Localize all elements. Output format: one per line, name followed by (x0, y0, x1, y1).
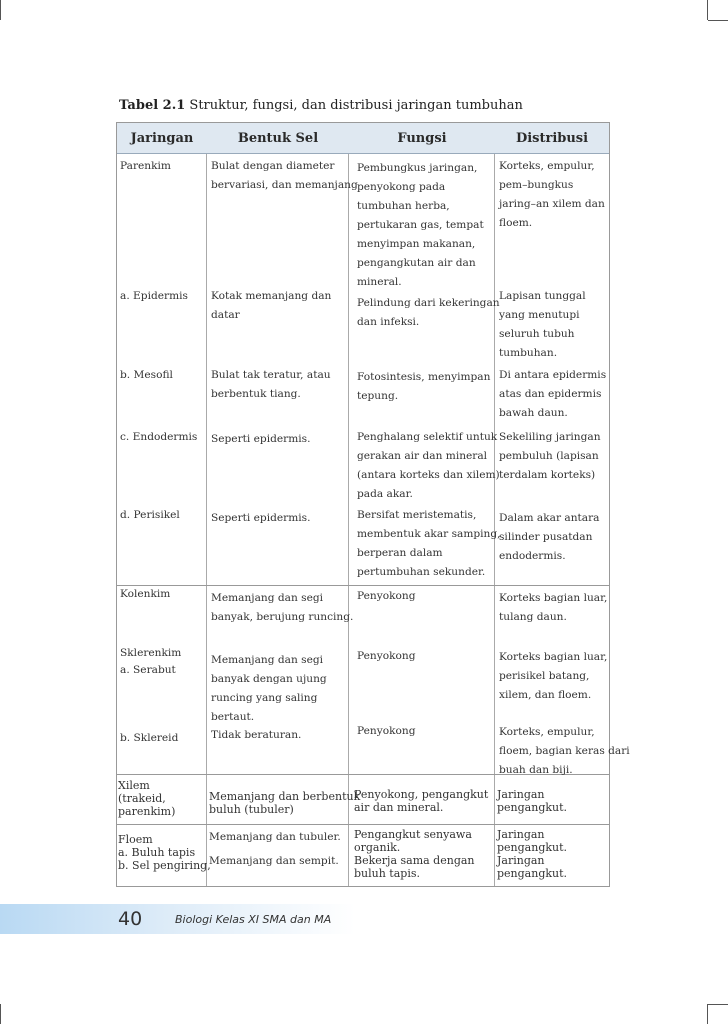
cell-floem-jaringan (118, 833, 211, 872)
cell-line: yang menutupi (499, 309, 580, 321)
cell-line: bawah daun. (499, 407, 568, 419)
cell-line: b. Mesofil (120, 369, 173, 381)
cell-floem-bentuk (209, 825, 341, 873)
cell-line: Penyokong (357, 650, 416, 662)
crop-mark (708, 1004, 728, 1005)
tissue-table (116, 122, 630, 887)
cell-line: Seperti epidermis. (211, 433, 311, 445)
cell-line: pertumbuhan sekunder. (357, 566, 486, 578)
column-divider (206, 154, 207, 886)
cell-endodermis-fungsi (357, 428, 500, 504)
cell-sklereid-distribusi (499, 723, 630, 780)
cell-line: Xilem (118, 779, 150, 792)
page-number: 40 (118, 908, 143, 930)
cell-line: Memanjang dan sempit. (209, 855, 339, 867)
cell-line: banyak, berujung runcing. (211, 611, 354, 623)
cell-line: pembuluh (lapisan (499, 450, 599, 462)
cell-line: terdalam korteks) (499, 469, 596, 481)
cell-line: a. Buluh tapis (118, 846, 196, 859)
cell-perisikel-fungsi (357, 506, 501, 582)
cell-line: c. Endodermis (120, 431, 198, 443)
cell-line: Bulat tak teratur, atau (211, 369, 331, 381)
cell-serabut-fungsi (357, 647, 416, 666)
cell-xilem-distribusi (497, 788, 567, 814)
cell-line: silinder pusatdan (499, 531, 593, 543)
crop-mark (708, 20, 728, 21)
cell-line: Pelindung dari kekeringan (357, 297, 500, 309)
cell-line: Sekeliling jaringan (499, 431, 601, 443)
cell-line: d. Perisikel (120, 509, 180, 521)
cell-line: Jaringan (497, 854, 545, 867)
row-divider (117, 824, 609, 825)
cell-line: Bulat dengan diameter (211, 160, 335, 172)
cell-sklereid-bentuk (211, 726, 301, 745)
cell-mesofil-bentuk (211, 366, 331, 404)
header-fungsi: Fungsi (397, 131, 447, 146)
cell-line: Di antara epidermis (499, 369, 607, 381)
cell-line: penyokong pada (357, 181, 446, 193)
column-divider (348, 154, 349, 886)
cell-line: membentuk akar samping, (357, 528, 501, 540)
cell-perisikel-jaringan (120, 506, 180, 525)
cell-line: Fotosintesis, menyimpan (357, 371, 491, 383)
cell-line: Penyokong, pengangkut (354, 788, 489, 801)
cell-line: Penyokong (357, 725, 416, 737)
cell-epidermis-jaringan (120, 287, 188, 306)
cell-line: pada akar. (357, 488, 413, 500)
crop-mark (707, 0, 708, 20)
cell-line: Jaringan (497, 828, 545, 841)
cell-line: endodermis. (499, 550, 566, 562)
cell-line: tumbuhan. (499, 347, 558, 359)
table-caption-label: Tabel 2.1 (119, 98, 186, 113)
cell-line: dan infeksi. (357, 316, 420, 328)
cell-sklereid-fungsi (357, 722, 416, 741)
cell-line: buluh tapis. (354, 867, 420, 880)
cell-line: seluruh tubuh (499, 328, 575, 340)
cell-mesofil-distribusi (499, 366, 606, 423)
cell-serabut-distribusi (499, 648, 607, 705)
cell-line: tepung. (357, 390, 399, 402)
cell-line: atas dan epidermis (499, 388, 602, 400)
cell-line: menyimpan makanan, (357, 238, 476, 250)
cell-line: bervariasi, dan memanjang (211, 179, 358, 191)
cell-line: (trakeid, (118, 792, 166, 805)
cell-line: Korteks bagian luar, (499, 592, 608, 604)
cell-perisikel-distribusi (499, 509, 600, 566)
table-caption (119, 98, 639, 114)
cell-epidermis-distribusi (499, 287, 586, 363)
cell-xilem-fungsi (354, 788, 488, 814)
cell-line: tumbuhan herba, (357, 200, 450, 212)
cell-sklereid-jaringan (120, 729, 178, 748)
cell-epidermis-fungsi (357, 294, 500, 332)
cell-xilem-jaringan (118, 779, 175, 818)
cell-line: Bersifat meristematis, (357, 509, 477, 521)
cell-kolenkim-fungsi (357, 587, 416, 606)
cell-line: Memanjang dan tubuler. (209, 831, 341, 843)
cell-line: Floem (118, 833, 153, 846)
cell-line: Parenkim (120, 160, 171, 172)
cell-line: Pembungkus jaringan, (357, 162, 478, 174)
cell-line: Memanjang dan segi (211, 592, 324, 604)
cell-line: Kolenkim (120, 588, 171, 600)
cell-line: floem, bagian keras dari (499, 745, 630, 757)
cell-line: datar (211, 309, 240, 321)
cell-line: Sklerenkim (120, 647, 182, 659)
cell-line: perisikel batang, (499, 670, 590, 682)
cell-line: pengangkut. (497, 867, 568, 880)
header-bentuk-sel: Bentuk Sel (237, 131, 319, 146)
cell-line: Korteks bagian luar, (499, 651, 608, 663)
cell-endodermis-distribusi (499, 428, 601, 485)
cell-line: b. Sel pengiring, (118, 859, 211, 872)
header-jaringan: Jaringan (130, 131, 194, 146)
cell-kolenkim-bentuk (211, 589, 353, 627)
cell-line: Korteks, empulur, (499, 160, 595, 172)
cell-line: Seperti epidermis. (211, 512, 311, 524)
row-divider (117, 585, 609, 586)
cell-perisikel-bentuk (211, 509, 310, 528)
cell-line: Bekerja sama dengan (354, 854, 475, 867)
cell-line: a. Serabut (120, 664, 176, 676)
cell-line: runcing yang saling (211, 692, 318, 704)
cell-epidermis-bentuk (211, 287, 331, 325)
crop-mark (0, 1004, 1, 1024)
cell-line: bertaut. (211, 711, 255, 723)
crop-mark (707, 1004, 708, 1024)
cell-parenkim-distribusi (499, 157, 605, 233)
cell-line: mineral. (357, 276, 402, 288)
cell-parenkim-bentuk (211, 157, 358, 195)
crop-mark (0, 0, 1, 20)
cell-xilem-bentuk (209, 790, 360, 816)
cell-line: Memanjang dan berbentuk (209, 790, 361, 803)
cell-line: Memanjang dan segi (211, 654, 324, 666)
cell-line: organik. (354, 841, 401, 854)
book-title: Biologi Kelas XI SMA dan MA (175, 913, 332, 926)
cell-line: xilem, dan floem. (499, 689, 592, 701)
cell-line: a. Epidermis (120, 290, 188, 302)
cell-line: tulang daun. (499, 611, 567, 623)
cell-parenkim-jaringan (120, 157, 171, 176)
cell-line: jaring–an xilem dan (499, 198, 605, 210)
table-caption-text: Struktur, fungsi, dan distribusi jaringan tumbuhan (185, 98, 523, 113)
cell-line: Jaringan (497, 788, 545, 801)
cell-line: pertukaran gas, tempat (357, 219, 484, 231)
cell-line: berperan dalam (357, 547, 443, 559)
cell-endodermis-bentuk (211, 430, 310, 449)
cell-mesofil-jaringan (120, 366, 173, 385)
cell-kolenkim-jaringan (120, 585, 170, 604)
cell-line: Lapisan tunggal (499, 290, 586, 302)
cell-line: floem. (499, 217, 533, 229)
cell-floem-fungsi (354, 828, 475, 880)
cell-line: Pengangkut senyawa (354, 828, 472, 841)
cell-line: buluh (tubuler) (209, 803, 294, 816)
cell-mesofil-fungsi (357, 368, 490, 406)
cell-line: Penyokong (357, 590, 416, 602)
cell-line: parenkim) (118, 805, 176, 818)
cell-line: (antara korteks dan xilem) (357, 469, 500, 481)
cell-line: banyak dengan ujung (211, 673, 327, 685)
cell-line: Dalam akar antara (499, 512, 600, 524)
cell-line: pengangkut. (497, 841, 568, 854)
cell-line: pengangkut. (497, 801, 568, 814)
cell-endodermis-jaringan (120, 428, 197, 447)
cell-kolenkim-distribusi (499, 589, 607, 627)
cell-line: buah dan biji. (499, 764, 573, 776)
cell-line: Penghalang selektif untuk (357, 431, 498, 443)
header-distribusi: Distribusi (515, 131, 589, 146)
cell-line: gerakan air dan mineral (357, 450, 488, 462)
cell-line: berbentuk tiang. (211, 388, 301, 400)
cell-line: pem–bungkus (499, 179, 574, 191)
cell-serabut-jaringan (120, 645, 181, 679)
cell-line: pengangkutan air dan (357, 257, 476, 269)
cell-floem-distribusi (497, 828, 567, 880)
cell-line: Korteks, empulur, (499, 726, 595, 738)
cell-line: Tidak beraturan. (211, 729, 302, 741)
cell-serabut-bentuk (211, 651, 327, 727)
cell-line: air dan mineral. (354, 801, 444, 814)
table-header (117, 123, 609, 154)
cell-line: b. Sklereid (120, 732, 179, 744)
cell-line: Kotak memanjang dan (211, 290, 332, 302)
cell-parenkim-fungsi (357, 159, 484, 292)
